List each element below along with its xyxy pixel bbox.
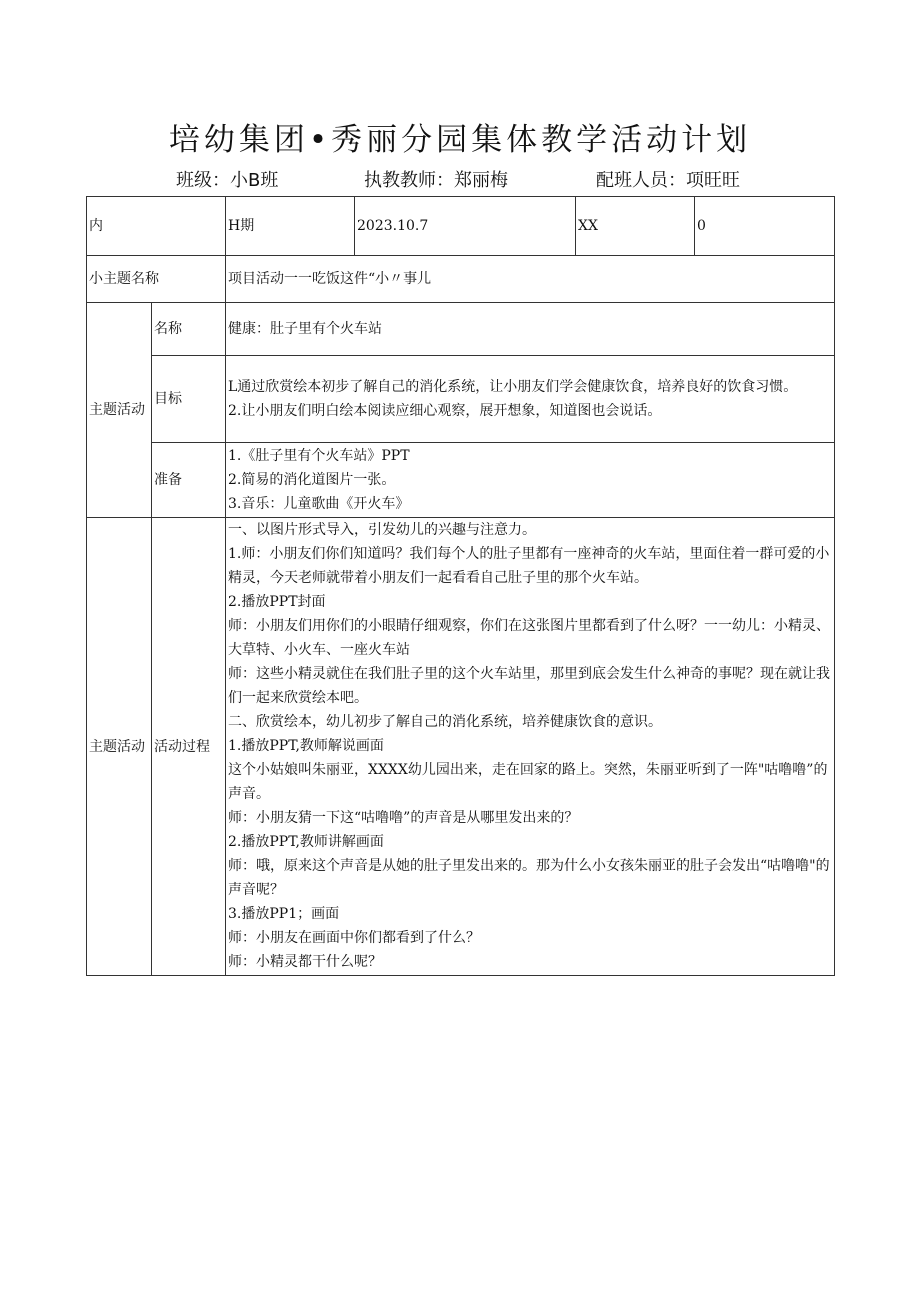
- row1-cell-4: XX: [576, 197, 695, 256]
- row1-cell-2: H期: [226, 197, 355, 256]
- prep-line: 1.《肚子里有个火车站》PPT: [228, 448, 410, 464]
- process-value: [226, 518, 835, 976]
- prep-line: 2.简易的消化道图片一张。: [228, 472, 396, 488]
- process-label: 活动过程: [152, 518, 226, 976]
- prep-value: [226, 443, 835, 518]
- process-line: 1.播放PPT,教师解说画面: [228, 738, 384, 754]
- goal-value: [226, 356, 835, 443]
- process-line: 3.播放PP1；画面: [228, 906, 340, 922]
- activity-label: 主题活动: [87, 303, 152, 518]
- row1-cell-5: 0: [695, 197, 835, 256]
- theme-name-label: 小主题名称: [87, 256, 226, 303]
- process-section-label: 主题活动: [87, 518, 152, 976]
- name-value: 健康：肚子里有个火车站: [226, 303, 835, 356]
- process-line: 师：哦，原来这个声音是从她的肚子里发出来的。那为什么小女孩朱丽亚的肚子会发出“咕噜噜"的声音呢？: [228, 858, 830, 898]
- process-line: 一、以图片形式导入，引发幼儿的兴趣与注意力。: [228, 522, 536, 538]
- theme-name-value: 项目活动一一吃饭这件“小〃事儿: [226, 256, 835, 303]
- teacher-label: 执教教师：郑丽梅: [364, 170, 508, 191]
- goal-line: 2.让小朋友们明白绘本阅读应细心观察，展开想象，知道图也会说话。: [228, 403, 662, 419]
- process-line: 师：小朋友猜一下这“咕噜噜”的声音是从哪里发出来的？: [228, 810, 579, 826]
- class-label: 班级：小B班: [176, 170, 279, 191]
- table-row: [87, 256, 835, 303]
- process-line: 二、欣赏绘本，幼儿初步了解自己的消化系统，培养健康饮食的意识。: [228, 714, 662, 730]
- process-line: 师：小朋友在画面中你们都看到了什么？: [228, 930, 480, 946]
- process-line: 2.播放PPT,教师讲解画面: [228, 834, 384, 850]
- process-line: 师：这些小精灵就住在我们肚子里的这个火车站里，那里到底会发生什么神奇的事呢？现在就让我们一起来欣赏绘本吧。: [228, 666, 830, 706]
- table-row: [87, 518, 835, 976]
- process-line: 1.师：小朋友们你们知道吗？我们每个人的肚子里都有一座神奇的火车站，里面住着一群可爱的小精灵，今天老师就带着小朋友们一起看看自己肚子里的那个火车站。: [228, 546, 830, 586]
- activity-plan-table: [86, 196, 835, 976]
- table-row: [87, 443, 835, 518]
- table-row: [87, 303, 835, 356]
- table-row: [87, 197, 835, 256]
- goal-label: 目标: [152, 356, 226, 443]
- name-label: 名称: [152, 303, 226, 356]
- process-line: 这个小姑娘叫朱丽亚，XXXX幼儿园出来，走在回家的路上。突然，朱丽亚听到了一阵"咕噜噜”的声音。: [228, 762, 828, 802]
- table-row: [87, 356, 835, 443]
- assistant-label: 配班人员：项旺旺: [596, 170, 740, 191]
- prep-line: 3.音乐：儿童歌曲《开火车》: [228, 496, 410, 512]
- row1-cell-1: 内: [87, 197, 226, 256]
- page-title: 培幼集团•秀丽分园集体教学活动计划: [168, 122, 752, 158]
- process-line: 师：小精灵都干什么呢？: [228, 954, 382, 970]
- prep-label: 准备: [152, 443, 226, 518]
- goal-line: L通过欣赏绘本初步了解自己的消化系统，让小朋友们学会健康饮食，培养良好的饮食习惯。: [228, 379, 798, 395]
- process-line: 师：小朋友们用你们的小眼睛仔细观察，你们在这张图片里都看到了什么呀？一一幼儿：小精灵、大草特、小火车、一座火车站: [228, 618, 830, 658]
- process-line: 2.播放PPT封面: [228, 594, 326, 610]
- row1-cell-3: 2023.10.7: [355, 197, 576, 256]
